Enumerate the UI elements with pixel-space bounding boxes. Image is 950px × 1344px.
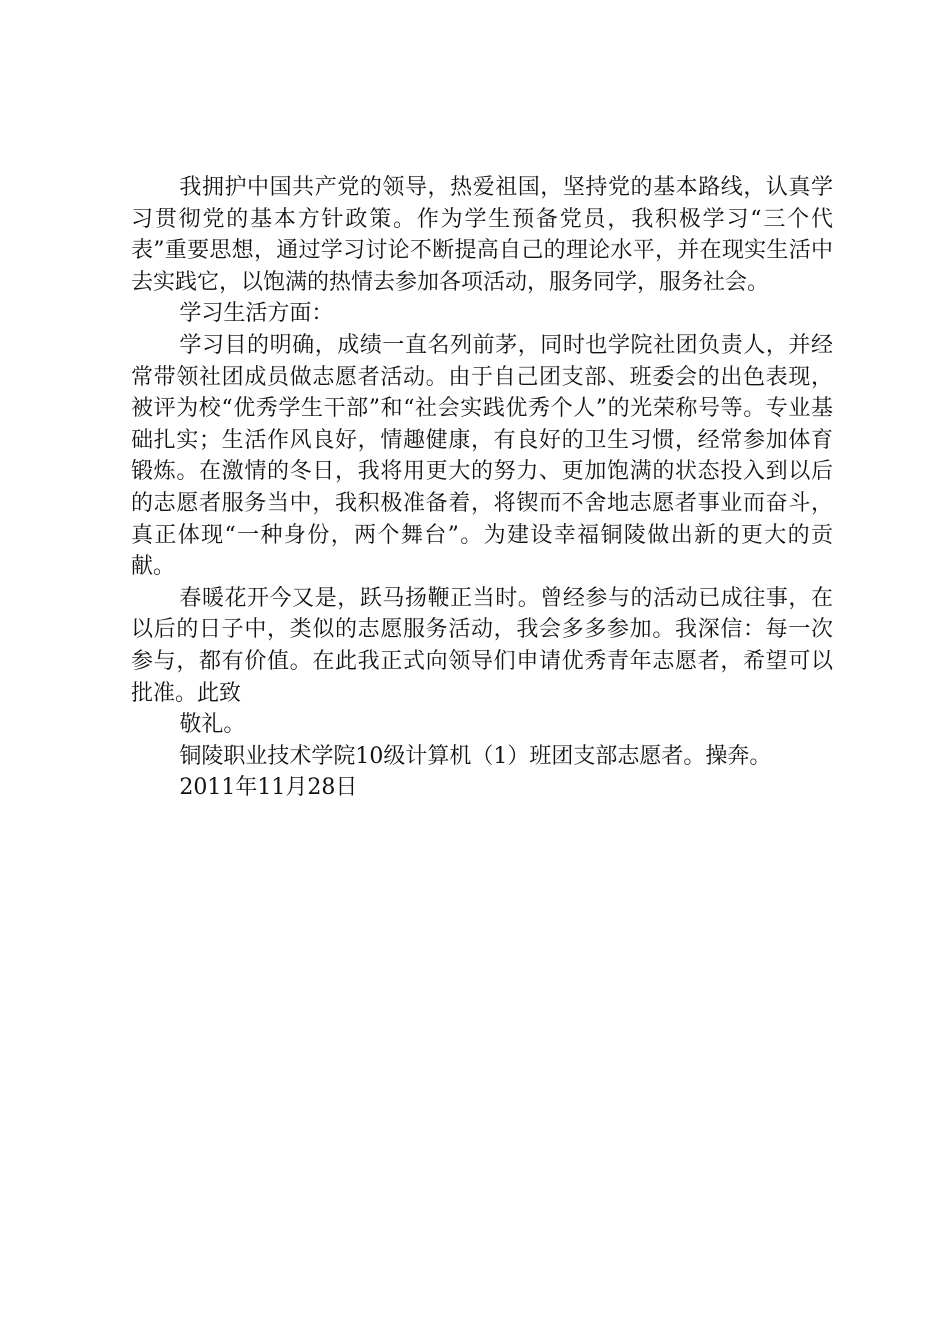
paragraph-signature: 铜陵职业技术学院10级计算机（1）班团支部志愿者。操奔。 — [179, 743, 772, 769]
paragraph-salutation: 敬礼。 — [179, 712, 246, 738]
paragraph-application: 春暖花开今又是，跃马扬鞭正当时。曾经参与的活动已成往事，在以后的日子中，类似的志愿服务活动，我会多多参加。我深信：每一次参与，都有价值。在此我正式向领导们申请优秀青年志愿者，希望可以批准。此致 — [131, 585, 833, 706]
paragraph-study-life-heading: 学习生活方面： — [179, 301, 334, 327]
paragraph-political-stance: 我拥护中国共产党的领导，热爱祖国，坚持党的基本路线，认真学习贯彻党的基本方针政策。作为学生预备党员，我积极学习“三个代表”重要思想，通过学习讨论不断提高自己的理论水平，并在现实生活中去实践它，以饱满的热情去参加各项活动，服务同学，服务社会。 — [131, 175, 833, 295]
document-body — [131, 172, 833, 804]
paragraph-date: 2011年11月28日 — [179, 775, 358, 801]
paragraph-study-achievements: 学习目的明确，成绩一直名列前茅，同时也学院社团负责人，并经常带领社团成员做志愿者活动。由于自己团支部、班委会的出色表现，被评为校“优秀学生干部”和“社会实践优秀个人”的光荣称号等。专业基础扎实；生活作风良好，情趣健康，有良好的卫生习惯，经常参加体育锻炼。在激情的冬日，我将用更大的努力、更加饱满的状态投入到以后的志愿者服务当中，我积极准备着，将锲而不舍地志愿者事业而奋斗，真正体现“一种身份，两个舞台”。为建设幸福铜陵做出新的更大的贡献。 — [131, 332, 833, 580]
